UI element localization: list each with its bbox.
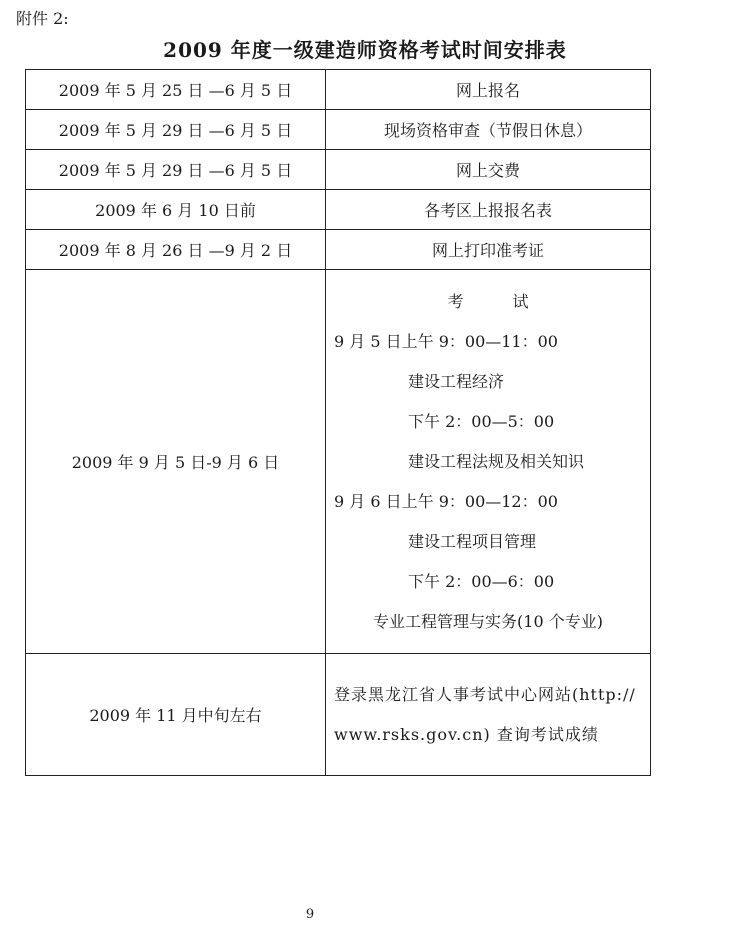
exam-session-day1-afternoon: 下午 2：00—5：00 [408,411,555,431]
table-row [26,150,651,190]
table-row [26,190,651,230]
exam-session-day2-morning: 9 月 6 日上午 9：00—12：00 [334,491,558,511]
date-cell: 2009 年 8 月 26 日 —9 月 2 日 [26,230,326,270]
event-cell: 网上交费 [326,150,651,190]
result-instructions: 登录黑龙江省人事考试中心网站(http://www.rsks.gov.cn) 查询考试成绩 [334,684,636,744]
page-number: 9 [305,907,315,922]
exam-schedule-table [25,69,651,776]
exam-date-cell: 2009 年 9 月 5 日-9 月 6 日 [26,270,326,654]
result-event-cell [326,654,651,776]
event-cell: 各考区上报报名表 [326,190,651,230]
date-cell: 2009 年 5 月 25 日 —6 月 5 日 [26,70,326,110]
table-row [26,230,651,270]
attachment-label: 附件 2: [16,9,69,28]
exam-session-day1-morning: 9 月 5 日上午 9：00—11：00 [334,331,558,351]
exam-details-cell [326,270,651,654]
date-cell: 2009 年 6 月 10 日前 [26,190,326,230]
result-row [26,654,651,776]
exam-subject: 专业工程管理与实务(10 个专业) [373,611,603,631]
table-row [26,70,651,110]
exam-session-day2-afternoon: 下午 2：00—6：00 [408,571,555,591]
document-title: 2009 年度一级建造师资格考试时间安排表 [163,38,567,62]
date-cell: 2009 年 5 月 29 日 —6 月 5 日 [26,110,326,150]
table-row [26,110,651,150]
event-cell: 网上报名 [326,70,651,110]
exam-subject: 建设工程法规及相关知识 [408,451,585,471]
result-date-cell: 2009 年 11 月中旬左右 [26,654,326,776]
date-cell: 2009 年 5 月 29 日 —6 月 5 日 [26,150,326,190]
exam-subject: 建设工程经济 [408,371,505,391]
exam-row [26,270,651,654]
exam-subject: 建设工程项目管理 [408,531,537,551]
exam-heading: 考 试 [447,291,551,311]
event-cell: 网上打印准考证 [326,230,651,270]
event-cell: 现场资格审查（节假日休息） [326,110,651,150]
